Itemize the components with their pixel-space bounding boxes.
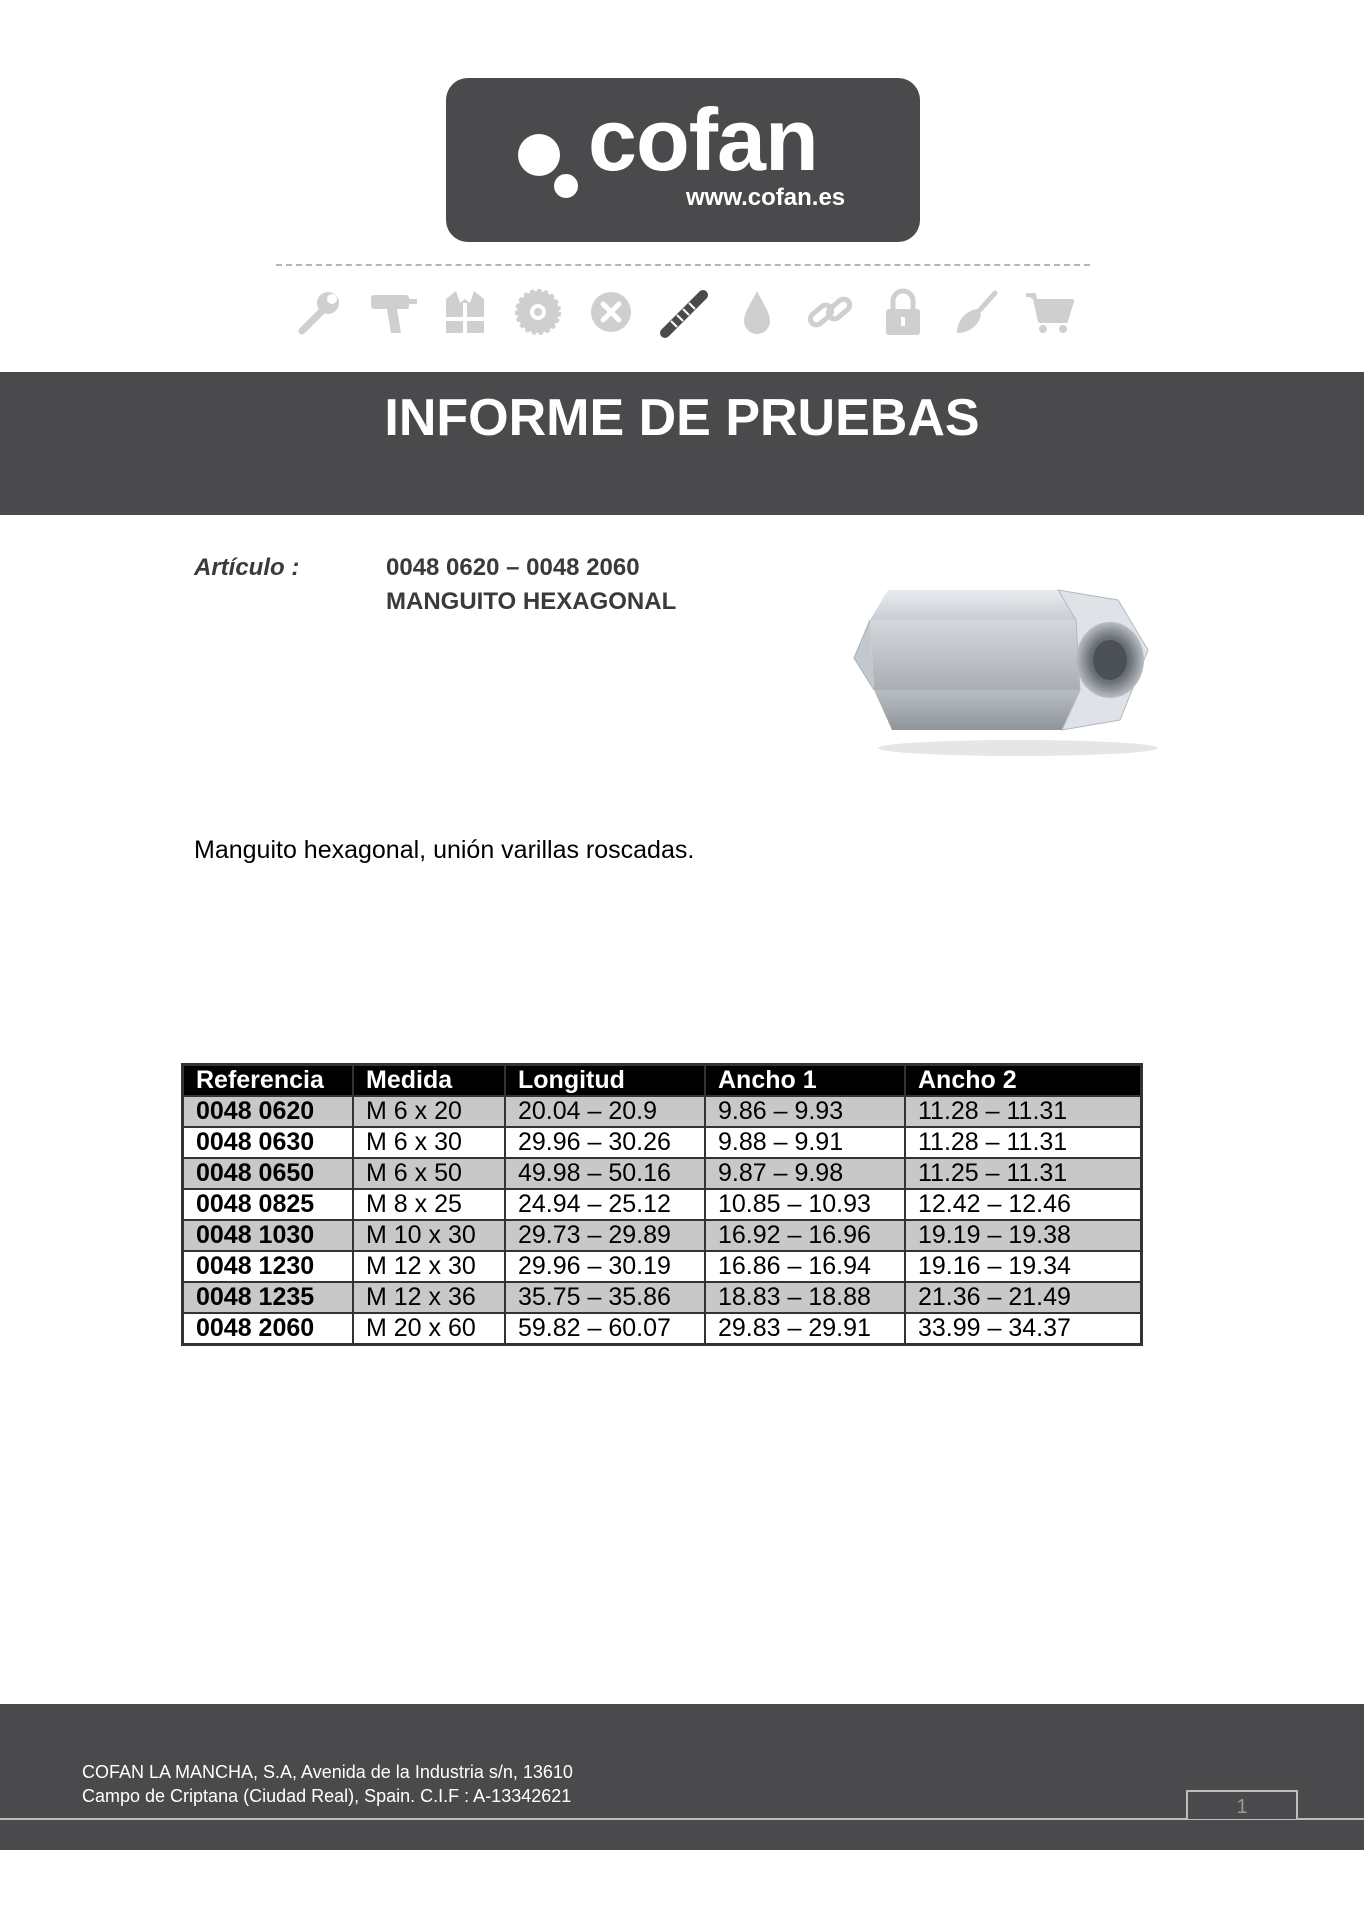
cell-ancho-1: 9.88 – 9.91 [705,1127,905,1158]
table-row [183,1251,1142,1282]
cell-ancho-1: 9.87 – 9.98 [705,1158,905,1189]
trowel-icon [949,285,1003,339]
table-row [183,1220,1142,1251]
cell-longitud: 20.04 – 20.9 [505,1096,705,1127]
table-header-row [183,1065,1142,1097]
cell-referencia: 0048 0825 [183,1189,354,1220]
cell-referencia: 0048 2060 [183,1313,354,1345]
cell-longitud: 49.98 – 50.16 [505,1158,705,1189]
cell-longitud: 24.94 – 25.12 [505,1189,705,1220]
table-row [183,1189,1142,1220]
cancel-circle-icon [584,285,638,339]
cell-ancho-2: 11.28 – 11.31 [905,1127,1142,1158]
cell-ancho-1: 10.85 – 10.93 [705,1189,905,1220]
cell-ancho-2: 21.36 – 21.49 [905,1282,1142,1313]
table-row [183,1158,1142,1189]
cell-medida: M 20 x 60 [353,1313,505,1345]
cell-ancho-1: 29.83 – 29.91 [705,1313,905,1345]
cell-ancho-2: 19.16 – 19.34 [905,1251,1142,1282]
footer-address-line-1: COFAN LA MANCHA, S.A, Avenida de la Industria s/n, 13610 [82,1762,573,1782]
cell-ancho-1: 16.92 – 16.96 [705,1220,905,1251]
cell-longitud: 29.73 – 29.89 [505,1220,705,1251]
header-medida: Medida [353,1065,505,1097]
page-number: 1 [1236,1796,1248,1818]
wrench-icon [292,285,346,339]
cell-longitud: 29.96 – 30.19 [505,1251,705,1282]
cell-ancho-2: 33.99 – 34.37 [905,1313,1142,1345]
safety-vest-icon [438,285,492,339]
header-ancho-2: Ancho 2 [905,1065,1142,1097]
hex-coupling-nut-image [848,580,1168,760]
logo-name: cofan [588,90,818,189]
table-row [183,1096,1142,1127]
article-codes: 0048 0620 – 0048 2060 [386,554,640,581]
cart-icon [1022,285,1076,339]
cell-medida: M 6 x 30 [353,1127,505,1158]
wall-plug-icon [657,285,711,339]
dashed-divider [276,264,1090,266]
cell-ancho-1: 18.83 – 18.88 [705,1282,905,1313]
cell-ancho-2: 11.28 – 11.31 [905,1096,1142,1127]
cell-ancho-2: 11.25 – 11.31 [905,1158,1142,1189]
specs-table [181,1063,1143,1346]
header-longitud: Longitud [505,1065,705,1097]
table-row [183,1127,1142,1158]
product-description: Manguito hexagonal, unión varillas roscadas. [194,836,695,864]
cell-referencia: 0048 1235 [183,1282,354,1313]
cofan-logo [446,78,920,242]
cell-referencia: 0048 0620 [183,1096,354,1127]
drill-icon [365,285,419,339]
cell-medida: M 8 x 25 [353,1189,505,1220]
cell-medida: M 6 x 50 [353,1158,505,1189]
cell-ancho-1: 9.86 – 9.93 [705,1096,905,1127]
cell-medida: M 6 x 20 [353,1096,505,1127]
cell-referencia: 0048 0630 [183,1127,354,1158]
header-ancho-1: Ancho 1 [705,1065,905,1097]
drop-icon [730,285,784,339]
cell-ancho-1: 16.86 – 16.94 [705,1251,905,1282]
logo-dot-small-icon [554,174,578,198]
cell-medida: M 12 x 36 [353,1282,505,1313]
category-icons [292,284,1076,340]
cell-longitud: 59.82 – 60.07 [505,1313,705,1345]
table-row [183,1282,1142,1313]
cell-referencia: 0048 1230 [183,1251,354,1282]
cell-referencia: 0048 0650 [183,1158,354,1189]
article-label: Artículo : [194,554,300,581]
cell-longitud: 29.96 – 30.26 [505,1127,705,1158]
logo-url: www.cofan.es [686,184,846,211]
table-row [183,1313,1142,1345]
footer-address-line-2: Campo de Criptana (Ciudad Real), Spain. C.I.F : A-13342621 [82,1786,572,1806]
logo-dot-icon [518,134,560,176]
header-referencia: Referencia [183,1065,354,1097]
saw-blade-icon [511,285,565,339]
chain-link-icon [803,285,857,339]
cell-medida: M 10 x 30 [353,1220,505,1251]
page-title: INFORME DE PRUEBAS [384,389,980,447]
padlock-icon [876,285,930,339]
cell-medida: M 12 x 30 [353,1251,505,1282]
cell-referencia: 0048 1030 [183,1220,354,1251]
cell-longitud: 35.75 – 35.86 [505,1282,705,1313]
article-name: MANGUITO HEXAGONAL [386,588,677,615]
footer-rule [0,1818,1364,1820]
cell-ancho-2: 12.42 – 12.46 [905,1189,1142,1220]
cell-ancho-2: 19.19 – 19.38 [905,1220,1142,1251]
